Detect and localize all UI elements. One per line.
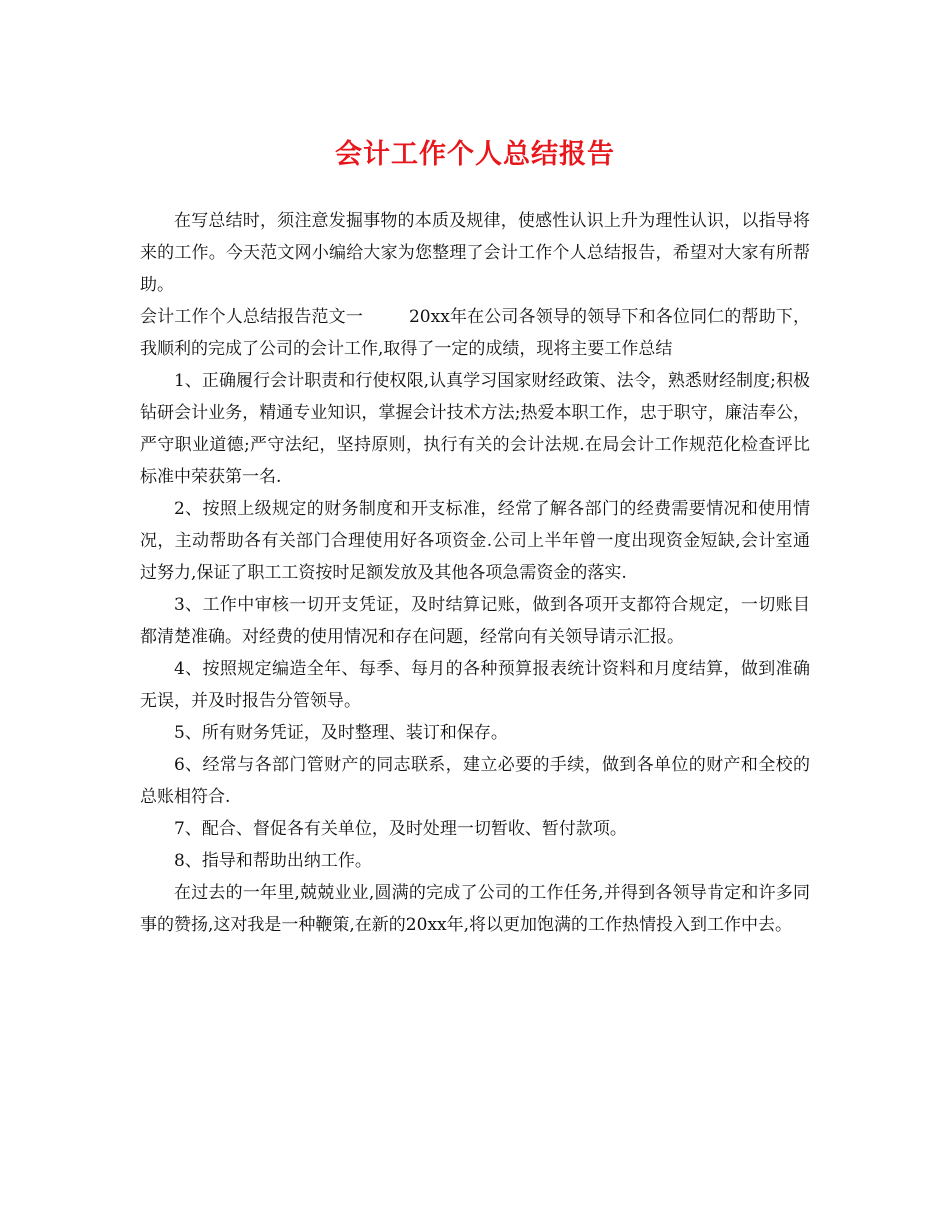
- item-paragraph-3: 3、工作中审核一切开支凭证，及时结算记账，做到各项开支都符合规定，一切账目都清楚准确。对经费的使用情况和存在问题，经常向有关领导请示汇报。: [140, 595, 810, 647]
- page-title: 会计工作个人总结报告: [335, 139, 615, 170]
- item-paragraph-8: 8、指导和帮助出纳工作。: [174, 851, 372, 871]
- item-paragraph-6: 6、经常与各部门管财产的同志联系，建立必要的手续，做到各单位的财产和全校的总账相符合.: [140, 755, 810, 807]
- closing-paragraph: 在过去的一年里,兢兢业业,圆满的完成了公司的工作任务,并得到各领导肯定和许多同事的赞扬,这对我是一种鞭策,在新的20xx年,将以更加饱满的工作热情投入到工作中去。: [140, 883, 810, 935]
- item-paragraph-2: 2、按照上级规定的财务制度和开支标准，经常了解各部门的经费需要情况和使用情况，主动帮助各有关部门合理使用好各项资金.公司上半年曾一度出现资金短缺,会计室通过努力,保证了职工工资按时足额发放及其他各项急需资金的落实.: [140, 499, 810, 583]
- intro-paragraph: 在写总结时，须注意发掘事物的本质及规律，使感性认识上升为理性认识，以指导将来的工作。今天范文网小编给大家为您整理了会计工作个人总结报告，希望对大家有所帮助。: [140, 211, 810, 295]
- sample-paragraph: [140, 301, 810, 365]
- item-paragraph-1: 1、正确履行会计职责和行使权限,认真学习国家财经政策、法令，熟悉财经制度;积极钻研会计业务，精通专业知识，掌握会计技术方法;热爱本职工作，忠于职守，廉洁奉公，严守职业道德;严守法纪，坚持原则，执行有关的会计法规.在局会计工作规范化检查评比标准中荣获第一名.: [140, 371, 810, 487]
- sample-lead: 20xx年在公司各领导的领导下和各位同仁的帮助下，我顺利的完成了公司的会计工作,取得了一定的成绩，现将主要工作总结: [140, 307, 810, 359]
- document-body: [140, 205, 810, 941]
- item-paragraph-4: 4、按照规定编造全年、每季、每月的各种预算报表统计资料和月度结算，做到准确无误，并及时报告分管领导。: [140, 659, 810, 711]
- sample-heading: 会计工作个人总结报告范文一: [140, 307, 363, 327]
- item-paragraph-7: 7、配合、督促各有关单位，及时处理一切暂收、暂付款项。: [174, 819, 627, 839]
- item-paragraph-5: 5、所有财务凭证，及时整理、装订和保存。: [174, 723, 508, 743]
